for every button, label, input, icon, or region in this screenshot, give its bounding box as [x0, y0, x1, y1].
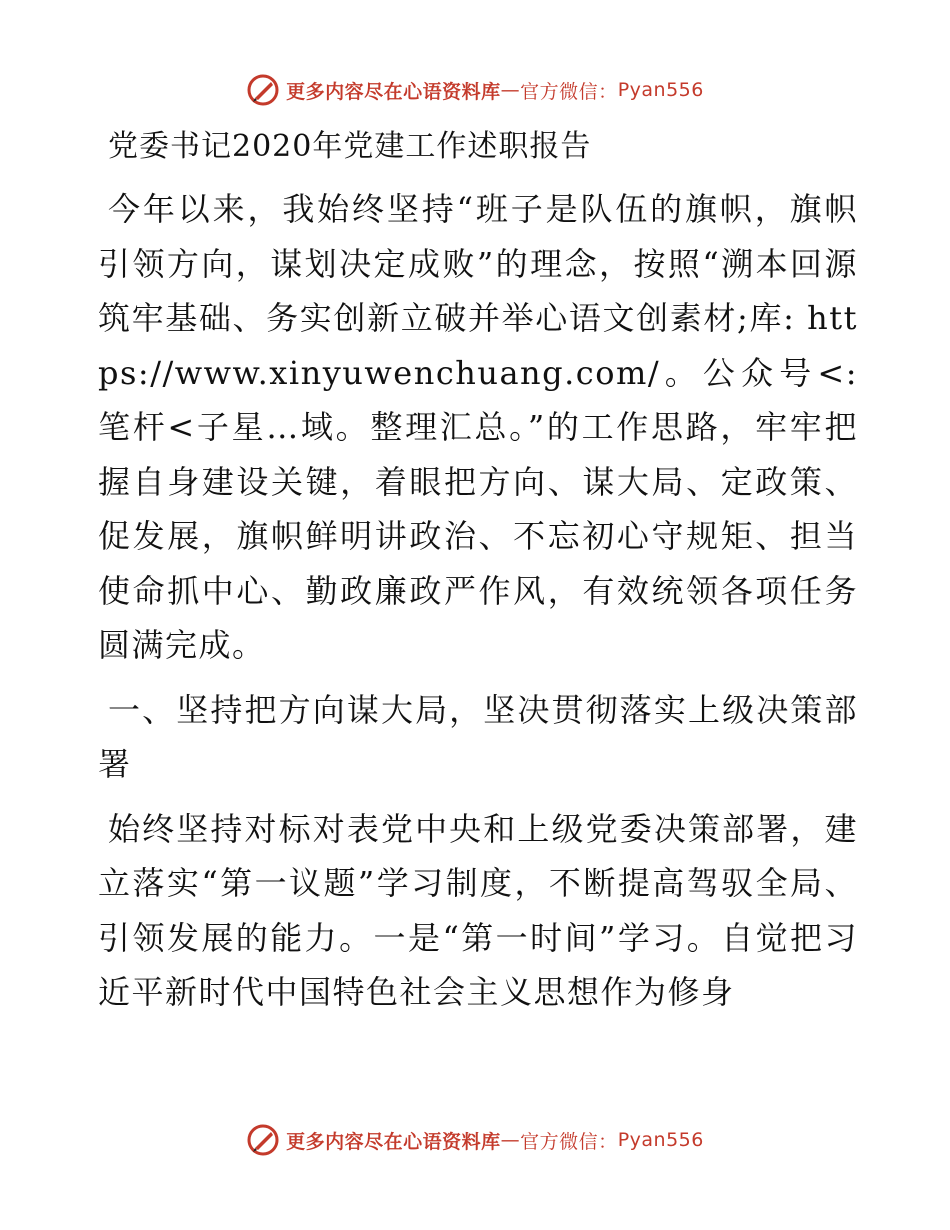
- quill-circle-logo-icon: [246, 1123, 280, 1157]
- document-body: [98, 122, 858, 1030]
- watermark-contact-label: 官方微信：: [520, 1130, 618, 1153]
- quill-circle-logo-icon: [246, 73, 280, 107]
- watermark-separator: —: [500, 79, 521, 101]
- watermark-footer: [0, 1120, 950, 1160]
- paragraph-section-1: 始终坚持对标对表党中央和上级党委决策部署，建立落实“第一议题”学习制度，不断提高驾驭全局、引领发展的能力。一是“第一时间”学习。自觉把习近平新时代中国特色社会主义思想作为修身: [98, 809, 858, 1011]
- watermark-contact-id: Pyan556: [617, 79, 704, 101]
- paragraph-intro: 今年以来，我始终坚持“班子是队伍的旗帜，旗帜引领方向，谋划决定成败”的理念，按照“溯本回源筑牢基础、务实创新立破并举心语文创素材;库: https://www.xinyuwenchuang.com/。公众号<: 笔杆<子星…域。整理汇总。”的工作思路，牢牢把握自身建设关键，着眼把方向、谋大局、定政策、促发展，旗帜鲜明讲政治、不忘初心守规矩、担当使命抓中心、勤政廉政严作风，有效统领各项任务圆满完成。: [98, 190, 858, 664]
- watermark-main-text: 更多内容尽在心语资料库: [286, 1130, 501, 1153]
- watermark-separator: —: [500, 1129, 521, 1151]
- watermark-contact-label: 官方微信：: [520, 80, 618, 103]
- watermark-contact-id: Pyan556: [617, 1129, 704, 1151]
- section-heading-1: 一、坚持把方向谋大局，坚决贯彻落实上级决策部署: [98, 690, 858, 783]
- watermark-main-text: 更多内容尽在心语资料库: [286, 80, 501, 103]
- watermark-header: [0, 70, 950, 110]
- document-title: 党委书记2020年党建工作述职报告: [108, 129, 592, 164]
